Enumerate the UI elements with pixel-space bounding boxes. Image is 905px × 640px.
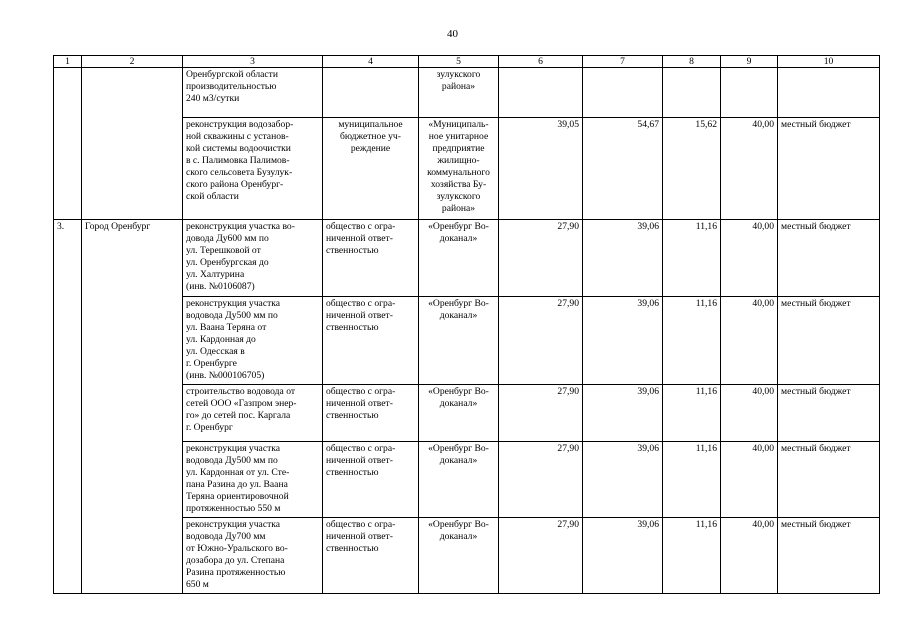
value-cell xyxy=(663,68,721,118)
owner-type-cell xyxy=(323,68,419,118)
source-cell: местный бюджет xyxy=(778,385,880,442)
percent-cell: 40,00 xyxy=(721,297,778,385)
page-number: 40 xyxy=(447,28,458,40)
cost-cell: 54,67 xyxy=(583,118,663,220)
header-cell: 10 xyxy=(778,56,880,68)
value-cell xyxy=(499,68,583,118)
cost-cell: 11,16 xyxy=(663,220,721,297)
operator-cell: «Муниципаль- ное унитарное предприятие жилищно- коммунального хозяйства Бу- зулукского района» xyxy=(419,118,499,220)
object-description-cell: реконструкция участка во- довода Ду600 мм по ул. Терешковой от ул. Оренбургская до ул. Халтурина (инв. №0106087) xyxy=(183,220,323,297)
owner-type-cell: общество с огра- ниченной ответ- ственностью xyxy=(323,385,419,442)
object-description-cell: реконструкция водозабор- ной скважины с установ- кой системы водоочистки в с. Палимовка Палимов- ского сельсовета Бузулук- ского района Оренбург- ской области xyxy=(183,118,323,220)
header-row xyxy=(54,56,880,68)
header-cell: 6 xyxy=(499,56,583,68)
cost-total-cell: 27,90 xyxy=(499,220,583,297)
cost-total-cell: 27,90 xyxy=(499,297,583,385)
cost-total-cell: 39,05 xyxy=(499,118,583,220)
operator-cell: «Оренбург Во- доканал» xyxy=(419,518,499,594)
header-cell: 4 xyxy=(323,56,419,68)
object-description-cell: Оренбургской области производительностью 240 м3/сутки xyxy=(183,68,323,118)
source-cell xyxy=(778,68,880,118)
cost-cell: 11,16 xyxy=(663,385,721,442)
value-cell xyxy=(583,68,663,118)
value-cell xyxy=(721,68,778,118)
cost-cell: 11,16 xyxy=(663,297,721,385)
owner-type-cell: общество с огра- ниченной ответ- ственностью xyxy=(323,442,419,518)
empty-number-cell xyxy=(54,68,82,220)
empty-city-cell xyxy=(82,68,183,220)
percent-cell: 40,00 xyxy=(721,518,778,594)
header-cell: 5 xyxy=(419,56,499,68)
operator-cell: «Оренбург Во- доканал» xyxy=(419,297,499,385)
header-cell: 7 xyxy=(583,56,663,68)
owner-type-cell: общество с огра- ниченной ответ- ственностью xyxy=(323,297,419,385)
percent-cell: 40,00 xyxy=(721,442,778,518)
header-cell: 9 xyxy=(721,56,778,68)
header-cell: 1 xyxy=(54,56,82,68)
object-description-cell: реконструкция участка водовода Ду700 мм от Южно-Уральского во- дозабора до ул. Степана Разина протяженностью 650 м xyxy=(183,518,323,594)
source-cell: местный бюджет xyxy=(778,297,880,385)
cost-total-cell: 27,90 xyxy=(499,385,583,442)
object-description-cell: реконструкция участка водовода Ду500 мм по ул. Ваана Теряна от ул. Кардонная до ул. Одесская в г. Оренбурге (инв. №000106705) xyxy=(183,297,323,385)
source-cell: местный бюджет xyxy=(778,442,880,518)
cost-cell: 11,16 xyxy=(663,442,721,518)
owner-type-cell: общество с огра- ниченной ответ- ственностью xyxy=(323,518,419,594)
operator-cell: «Оренбург Во- доканал» xyxy=(419,385,499,442)
operator-cell: «Оренбург Во- доканал» xyxy=(419,220,499,297)
header-cell: 2 xyxy=(82,56,183,68)
source-cell: местный бюджет xyxy=(778,118,880,220)
row-number-cell: 3. xyxy=(54,220,82,594)
cost-cell: 39,06 xyxy=(583,442,663,518)
owner-type-cell: общество с огра- ниченной ответ- ственностью xyxy=(323,220,419,297)
source-cell: местный бюджет xyxy=(778,220,880,297)
percent-cell: 40,00 xyxy=(721,385,778,442)
percent-cell: 40,00 xyxy=(721,118,778,220)
program-table xyxy=(53,55,880,594)
operator-cell: «Оренбург Во- доканал» xyxy=(419,442,499,518)
object-description-cell: реконструкция участка водовода Ду500 мм по ул. Кардонная от ул. Сте- пана Разина до ул. Ваана Теряна ориентировочной протяженностью 550 м xyxy=(183,442,323,518)
operator-cell: зулукского района» xyxy=(419,68,499,118)
cost-cell: 39,06 xyxy=(583,297,663,385)
cost-total-cell: 27,90 xyxy=(499,518,583,594)
cost-cell: 39,06 xyxy=(583,220,663,297)
cost-cell: 11,16 xyxy=(663,518,721,594)
object-description-cell: строительство водовода от сетей ООО «Газпром энер- го» до сетей пос. Каргала г. Оренбург xyxy=(183,385,323,442)
source-cell: местный бюджет xyxy=(778,518,880,594)
cost-cell: 15,62 xyxy=(663,118,721,220)
header-cell: 8 xyxy=(663,56,721,68)
percent-cell: 40,00 xyxy=(721,220,778,297)
city-cell: Город Оренбург xyxy=(82,220,183,594)
cost-cell: 39,06 xyxy=(583,518,663,594)
table-row xyxy=(54,220,880,297)
table-row-continuation xyxy=(54,68,880,118)
owner-type-cell: муниципальное бюджетное уч- реждение xyxy=(323,118,419,220)
cost-cell: 39,06 xyxy=(583,385,663,442)
cost-total-cell: 27,90 xyxy=(499,442,583,518)
header-cell: 3 xyxy=(183,56,323,68)
